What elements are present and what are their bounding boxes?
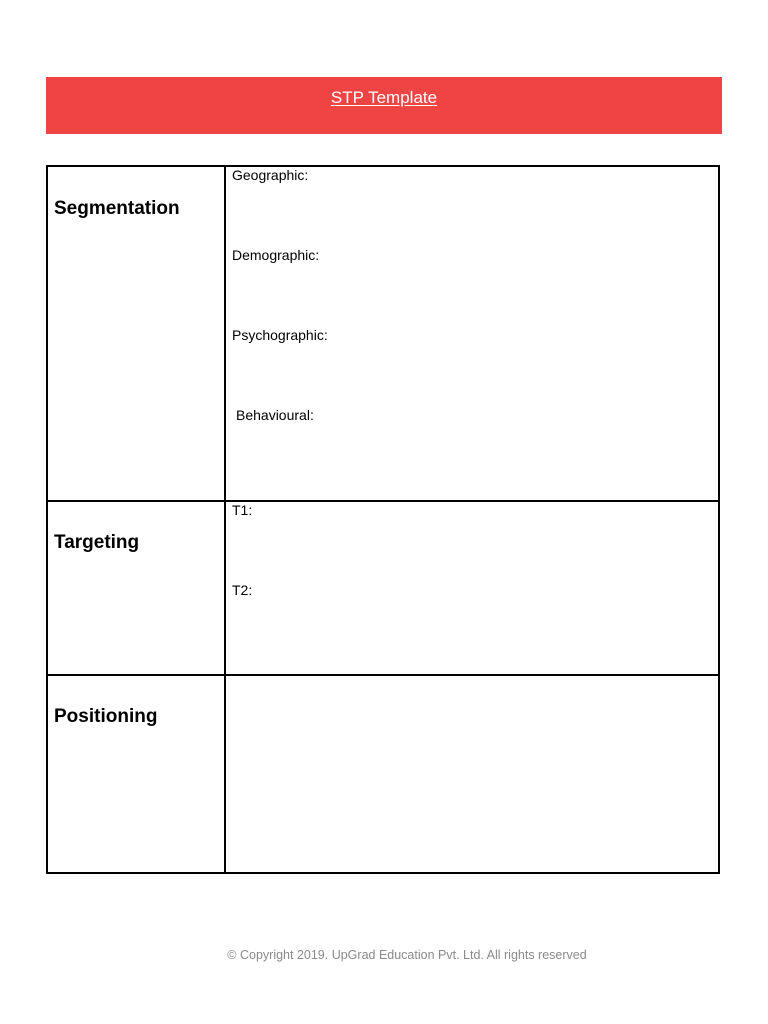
segmentation-content-cell[interactable] xyxy=(225,166,719,501)
targeting-row xyxy=(47,501,719,675)
targeting-label-cell xyxy=(47,501,225,675)
geographic-label: Geographic: xyxy=(232,167,309,183)
header-banner xyxy=(46,77,722,134)
segmentation-label: Segmentation xyxy=(54,198,180,219)
stp-table xyxy=(46,165,720,874)
t2-label: T2: xyxy=(232,582,253,598)
positioning-label-cell xyxy=(47,675,225,873)
positioning-row xyxy=(47,675,719,873)
demographic-label: Demographic: xyxy=(232,247,320,263)
targeting-content-cell[interactable] xyxy=(225,501,719,675)
behavioural-label: Behavioural: xyxy=(236,407,314,423)
targeting-label: Targeting xyxy=(54,532,140,553)
t1-label: T1: xyxy=(232,502,253,518)
positioning-label: Positioning xyxy=(54,706,158,727)
copyright-footer: © Copyright 2019. UpGrad Education Pvt. Ltd. All rights reserved xyxy=(227,948,587,962)
positioning-content-cell[interactable] xyxy=(225,675,719,873)
segmentation-row xyxy=(47,166,719,501)
segmentation-label-cell xyxy=(47,166,225,501)
page-title[interactable]: STP Template xyxy=(330,88,438,107)
psychographic-label: Psychographic: xyxy=(232,327,328,343)
